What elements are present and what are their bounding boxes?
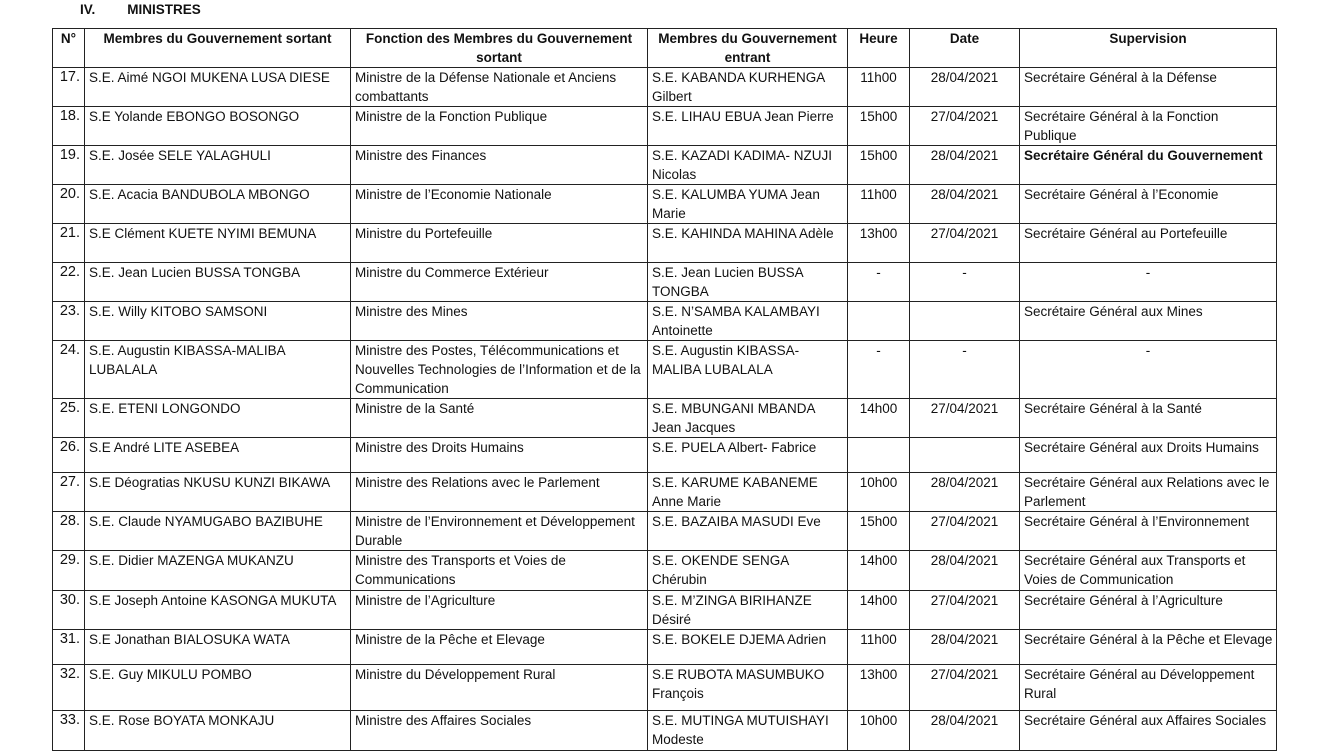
incoming-member: S.E. KALUMBA YUMA Jean Marie xyxy=(648,185,848,224)
handover-date: 27/04/2021 xyxy=(910,399,1020,438)
outgoing-member: S.E. Aimé NGOI MUKENA LUSA DIESE xyxy=(85,68,351,107)
incoming-member: S.E. KARUME KABANEME Anne Marie xyxy=(648,473,848,512)
row-number: 24. xyxy=(53,341,85,399)
member-function: Ministre du Commerce Extérieur xyxy=(351,263,648,302)
row-number: 28. xyxy=(53,512,85,551)
table-row xyxy=(53,630,1277,665)
member-function: Ministre du Développement Rural xyxy=(351,665,648,711)
member-function: Ministre de la Défense Nationale et Anciens combattants xyxy=(351,68,648,107)
handover-time: 15h00 xyxy=(848,107,910,146)
handover-time: 10h00 xyxy=(848,473,910,512)
row-number: 17. xyxy=(53,68,85,107)
incoming-member: S.E. BOKELE DJEMA Adrien xyxy=(648,630,848,665)
outgoing-member: S.E. Claude NYAMUGABO BAZIBUHE xyxy=(85,512,351,551)
row-number: 25. xyxy=(53,399,85,438)
handover-date: 27/04/2021 xyxy=(910,665,1020,711)
handover-date: 28/04/2021 xyxy=(910,185,1020,224)
handover-time xyxy=(848,438,910,473)
ministers-table xyxy=(52,28,1277,751)
supervision: - xyxy=(1020,263,1277,302)
outgoing-member: S.E. Jean Lucien BUSSA TONGBA xyxy=(85,263,351,302)
outgoing-member: S.E. Rose BOYATA MONKAJU xyxy=(85,711,351,751)
handover-time: 14h00 xyxy=(848,551,910,591)
member-function: Ministre de la Fonction Publique xyxy=(351,107,648,146)
table-row xyxy=(53,551,1277,591)
member-function: Ministre de la Santé xyxy=(351,399,648,438)
handover-time: 15h00 xyxy=(848,512,910,551)
table-row xyxy=(53,107,1277,146)
member-function: Ministre des Relations avec le Parlement xyxy=(351,473,648,512)
section-title: MINISTRES xyxy=(127,1,201,17)
supervision: Secrétaire Général à la Pêche et Elevage xyxy=(1020,630,1277,665)
handover-date: - xyxy=(910,341,1020,399)
supervision: Secrétaire Général aux Mines xyxy=(1020,302,1277,341)
member-function: Ministre des Affaires Sociales xyxy=(351,711,648,751)
handover-date: 28/04/2021 xyxy=(910,146,1020,185)
handover-date xyxy=(910,302,1020,341)
table-row xyxy=(53,263,1277,302)
handover-date xyxy=(910,438,1020,473)
row-number: 20. xyxy=(53,185,85,224)
row-number: 32. xyxy=(53,665,85,711)
handover-date: 27/04/2021 xyxy=(910,107,1020,146)
outgoing-member: S.E. Guy MIKULU POMBO xyxy=(85,665,351,711)
supervision: Secrétaire Général à la Fonction Publique xyxy=(1020,107,1277,146)
handover-date: 28/04/2021 xyxy=(910,68,1020,107)
col-header-function: Fonction des Membres du Gouvernement sortant xyxy=(351,29,648,68)
outgoing-member: S.E. Didier MAZENGA MUKANZU xyxy=(85,551,351,591)
incoming-member: S.E. KABANDA KURHENGA Gilbert xyxy=(648,68,848,107)
incoming-member: S.E. MBUNGANI MBANDA Jean Jacques xyxy=(648,399,848,438)
col-header-date: Date xyxy=(910,29,1020,68)
table-row xyxy=(53,512,1277,551)
outgoing-member: S.E André LITE ASEBEA xyxy=(85,438,351,473)
handover-time: 11h00 xyxy=(848,630,910,665)
supervision: Secrétaire Général aux Transports et Voies de Communication xyxy=(1020,551,1277,591)
col-header-incoming-member: Membres du Gouvernement entrant xyxy=(648,29,848,68)
member-function: Ministre de l’Environnement et Développement Durable xyxy=(351,512,648,551)
member-function: Ministre de l’Agriculture xyxy=(351,591,648,630)
outgoing-member: S.E Jonathan BIALOSUKA WATA xyxy=(85,630,351,665)
supervision: Secrétaire Général à l’Environnement xyxy=(1020,512,1277,551)
incoming-member: S.E. KAZADI KADIMA- NZUJI Nicolas xyxy=(648,146,848,185)
incoming-member: S.E. N’SAMBA KALAMBAYI Antoinette xyxy=(648,302,848,341)
incoming-member: S.E. M’ZINGA BIRIHANZE Désiré xyxy=(648,591,848,630)
incoming-member: S.E. MUTINGA MUTUISHAYI Modeste xyxy=(648,711,848,751)
incoming-member: S.E. Jean Lucien BUSSA TONGBA xyxy=(648,263,848,302)
handover-date: 28/04/2021 xyxy=(910,711,1020,751)
table-row xyxy=(53,473,1277,512)
table-header-row xyxy=(53,29,1277,68)
table-row xyxy=(53,341,1277,399)
handover-date: 28/04/2021 xyxy=(910,630,1020,665)
supervision: Secrétaire Général à l’Agriculture xyxy=(1020,591,1277,630)
incoming-member: S.E. BAZAIBA MASUDI Eve xyxy=(648,512,848,551)
outgoing-member: S.E. Willy KITOBO SAMSONI xyxy=(85,302,351,341)
outgoing-member: S.E. Josée SELE YALAGHULI xyxy=(85,146,351,185)
handover-date: 27/04/2021 xyxy=(910,591,1020,630)
incoming-member: S.E. PUELA Albert- Fabrice xyxy=(648,438,848,473)
row-number: 21. xyxy=(53,224,85,263)
table-row xyxy=(53,302,1277,341)
supervision: Secrétaire Général aux Droits Humains xyxy=(1020,438,1277,473)
outgoing-member: S.E. ETENI LONGONDO xyxy=(85,399,351,438)
supervision: - xyxy=(1020,341,1277,399)
handover-time xyxy=(848,302,910,341)
outgoing-member: S.E. Augustin KIBASSA-MALIBA LUBALALA xyxy=(85,341,351,399)
incoming-member: S.E. Augustin KIBASSA-MALIBA LUBALALA xyxy=(648,341,848,399)
supervision: Secrétaire Général au Portefeuille xyxy=(1020,224,1277,263)
member-function: Ministre des Postes, Télécommunications et Nouvelles Technologies de l’Information et de la Communication xyxy=(351,341,648,399)
row-number: 30. xyxy=(53,591,85,630)
outgoing-member: S.E Clément KUETE NYIMI BEMUNA xyxy=(85,224,351,263)
handover-time: 14h00 xyxy=(848,591,910,630)
supervision: Secrétaire Général à la Défense xyxy=(1020,68,1277,107)
row-number: 29. xyxy=(53,551,85,591)
handover-time: 11h00 xyxy=(848,68,910,107)
handover-date: 28/04/2021 xyxy=(910,551,1020,591)
incoming-member: S.E. LIHAU EBUA Jean Pierre xyxy=(648,107,848,146)
outgoing-member: S.E. Acacia BANDUBOLA MBONGO xyxy=(85,185,351,224)
handover-time: - xyxy=(848,341,910,399)
member-function: Ministre des Droits Humains xyxy=(351,438,648,473)
member-function: Ministre des Transports et Voies de Communications xyxy=(351,551,648,591)
row-number: 23. xyxy=(53,302,85,341)
handover-time: 13h00 xyxy=(848,224,910,263)
handover-time: 14h00 xyxy=(848,399,910,438)
table-row xyxy=(53,711,1277,751)
incoming-member: S.E. KAHINDA MAHINA Adèle xyxy=(648,224,848,263)
row-number: 33. xyxy=(53,711,85,751)
col-header-outgoing-member: Membres du Gouvernement sortant xyxy=(85,29,351,68)
member-function: Ministre de l’Economie Nationale xyxy=(351,185,648,224)
handover-date: - xyxy=(910,263,1020,302)
col-header-supervision: Supervision xyxy=(1020,29,1277,68)
supervision: Secrétaire Général du Gouvernement xyxy=(1020,146,1277,185)
row-number: 19. xyxy=(53,146,85,185)
handover-time: 15h00 xyxy=(848,146,910,185)
table-row xyxy=(53,68,1277,107)
table-row xyxy=(53,591,1277,630)
handover-time: - xyxy=(848,263,910,302)
member-function: Ministre des Mines xyxy=(351,302,648,341)
handover-time: 11h00 xyxy=(848,185,910,224)
row-number: 27. xyxy=(53,473,85,512)
handover-time: 10h00 xyxy=(848,711,910,751)
outgoing-member: S.E Déogratias NKUSU KUNZI BIKAWA xyxy=(85,473,351,512)
handover-date: 27/04/2021 xyxy=(910,512,1020,551)
outgoing-member: S.E Yolande EBONGO BOSONGO xyxy=(85,107,351,146)
col-header-number: N° xyxy=(53,29,85,68)
row-number: 18. xyxy=(53,107,85,146)
row-number: 26. xyxy=(53,438,85,473)
supervision: Secrétaire Général à la Santé xyxy=(1020,399,1277,438)
supervision: Secrétaire Général au Développement Rural xyxy=(1020,665,1277,711)
outgoing-member: S.E Joseph Antoine KASONGA MUKUTA xyxy=(85,591,351,630)
supervision: Secrétaire Général aux Affaires Sociales xyxy=(1020,711,1277,751)
table-row xyxy=(53,399,1277,438)
member-function: Ministre de la Pêche et Elevage xyxy=(351,630,648,665)
row-number: 22. xyxy=(53,263,85,302)
handover-date: 27/04/2021 xyxy=(910,224,1020,263)
table-row xyxy=(53,224,1277,263)
member-function: Ministre du Portefeuille xyxy=(351,224,648,263)
table-row xyxy=(53,438,1277,473)
incoming-member: S.E. OKENDE SENGA Chérubin xyxy=(648,551,848,591)
handover-time: 13h00 xyxy=(848,665,910,711)
section-number: IV. xyxy=(80,1,96,17)
table-row xyxy=(53,665,1277,711)
row-number: 31. xyxy=(53,630,85,665)
supervision: Secrétaire Général aux Relations avec le Parlement xyxy=(1020,473,1277,512)
supervision: Secrétaire Général à l’Economie xyxy=(1020,185,1277,224)
table-row xyxy=(53,185,1277,224)
col-header-time: Heure xyxy=(848,29,910,68)
member-function: Ministre des Finances xyxy=(351,146,648,185)
incoming-member: S.E RUBOTA MASUMBUKO François xyxy=(648,665,848,711)
table-row xyxy=(53,146,1277,185)
handover-date: 28/04/2021 xyxy=(910,473,1020,512)
section-heading xyxy=(80,0,201,18)
